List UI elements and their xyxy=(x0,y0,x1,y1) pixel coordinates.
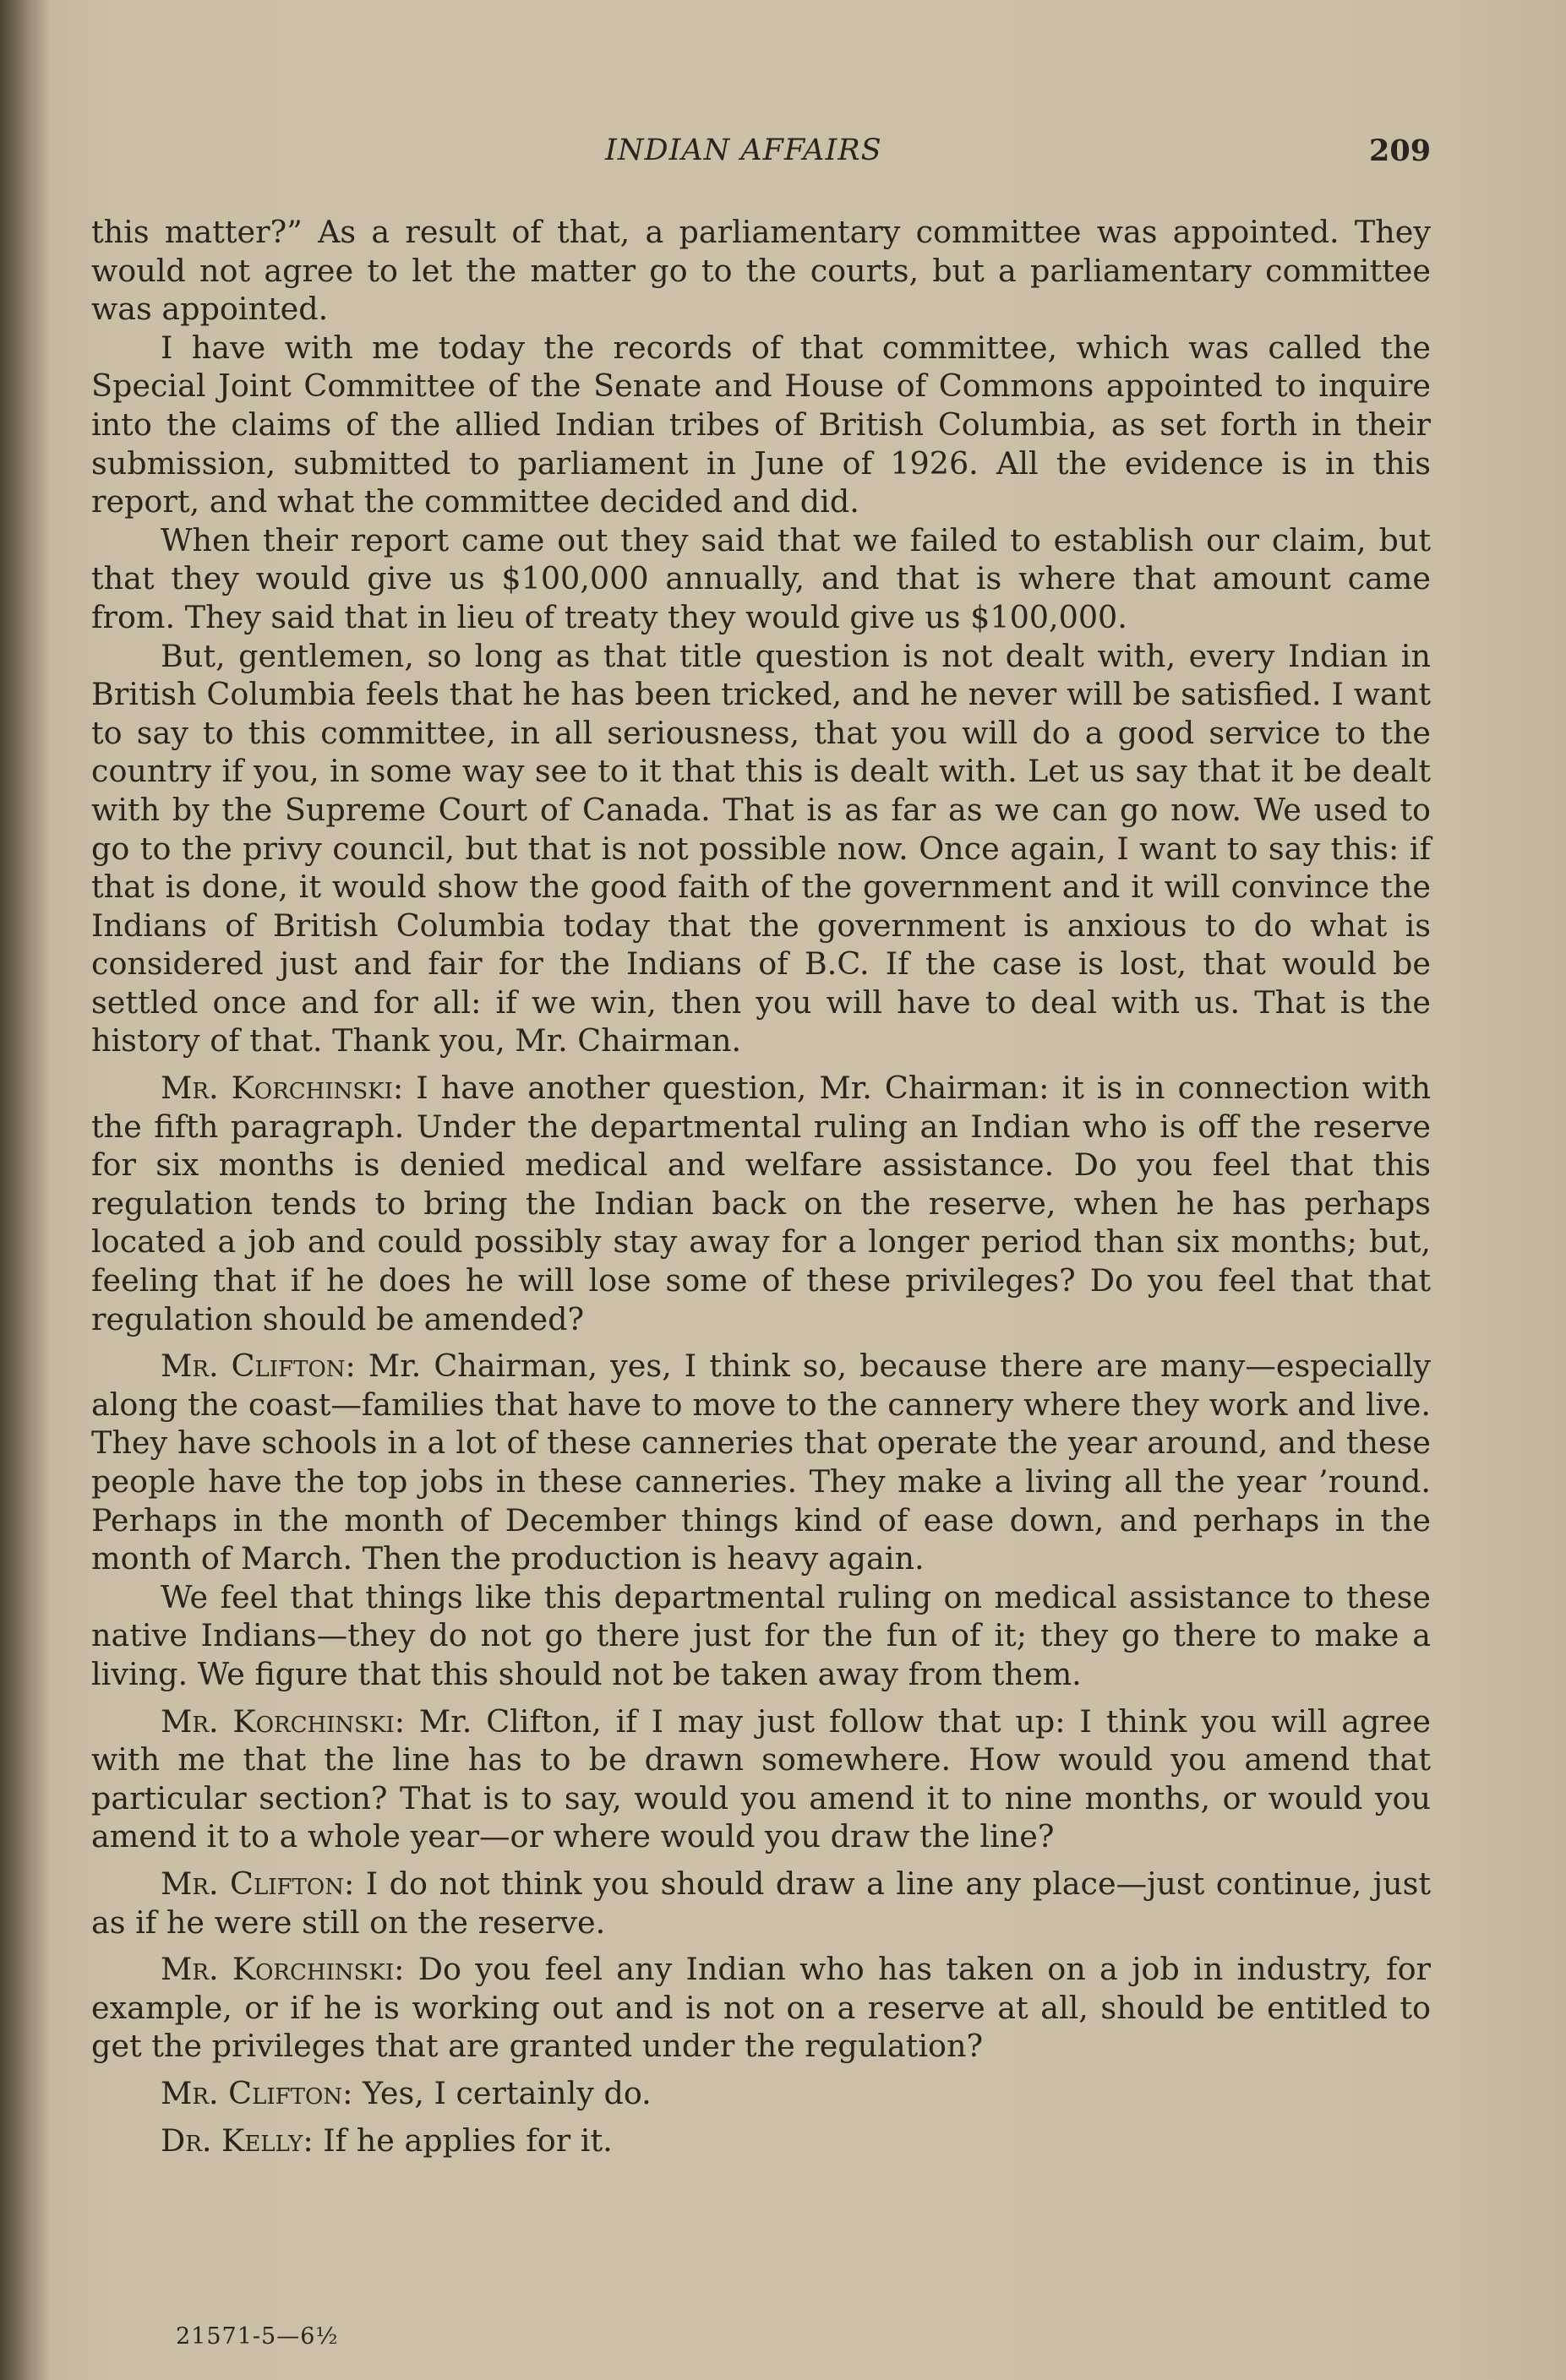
paragraph-text: Yes, I certainly do. xyxy=(362,2074,652,2111)
paragraph-text: But, gentlemen, so long as that title question is not dealt with, every Indian in British Columbia feels that he has been tricked, and he never will be satisfied. I want to say to this committee, in all seriousness, that you will do a good service to the country if you, in some way see to it that this is dealt with. Let us say that it be dealt with by the Supreme Court of Canada. That is as far as we can go now. We used to go to the privy council, but that is not possible now. Once again, I want to say this: if that is done, it would show the good faith of the government and it will convince the Indians of British Columbia today that the government is anxious to do what is considered just and fair for the Indians of B.C. If the case is lost, that would be settled once and for all: if we win, then you will have to deal with us. That is the history of that. Thank you, Mr. Chairman. xyxy=(91,637,1431,1059)
running-title: INDIAN AFFAIRS xyxy=(605,133,882,167)
speaker-name: Mr. Clifton: xyxy=(161,1865,355,1902)
running-head xyxy=(0,133,1566,176)
paragraph xyxy=(91,521,1431,637)
paragraph xyxy=(91,2074,1431,2113)
paragraph xyxy=(91,1950,1431,2066)
paragraph xyxy=(91,2121,1431,2160)
spine-shadow xyxy=(0,0,51,2380)
body-text xyxy=(91,213,1431,2159)
paragraph-text: I have with me today the records of that committee, which was called the Special Joint Committee of the Senate and House of Commons appointed to inquire into the claims of the allied Indian tribes of British Columbia, as set forth in their submission, submitted to parliament in June of 1926. All the evidence is in this report, and what the committee decided and did. xyxy=(91,329,1431,520)
paragraph xyxy=(91,1865,1431,1942)
paragraph xyxy=(91,329,1431,521)
paragraph-text: I have another question, Mr. Chairman: it is in connection with the fifth paragraph. Under the departmental ruling an Indian who is off the reserve for six months is denied medical and welfare assistance. Do you feel that this regulation tends to bring the Indian back on the reserve, when he has perhaps located a job and could possibly stay away for a longer period than six months; but, feeling that if he does he will lose some of these privileges? Do you feel that that regulation should be amended? xyxy=(91,1070,1431,1337)
speaker-name: Mr. Clifton: xyxy=(161,2074,353,2111)
paragraph-text: Do you feel any Indian who has taken on a job in industry, for example, or if he is working out and is not on a reserve at all, should be entitled to get the privileges that are granted under the regulation? xyxy=(91,1951,1431,2065)
paragraph xyxy=(91,1702,1431,1856)
paragraph-text: Mr. Chairman, yes, I think so, because there are many—especially along the coast—families that have to move to the cannery where they work and live. They have schools in a lot of these canneries that operate the year around, and these people have the top jobs in these canneries. They make a living all the year ’round. Perhaps in the month of December things kind of ease down, and perhaps in the month of March. Then the production is heavy again. xyxy=(91,1348,1431,1577)
paragraph-text: When their report came out they said that we failed to establish our claim, but that they would give us $100,000 annually, and that is where that amount came from. They said that in lieu of treaty they would give us $100,000. xyxy=(91,521,1431,635)
page-number: 209 xyxy=(1369,133,1432,168)
paragraph xyxy=(91,1347,1431,1578)
paragraph xyxy=(91,213,1431,329)
speaker-name: Mr. Korchinski: xyxy=(161,1070,404,1107)
paragraph-text: If he applies for it. xyxy=(323,2121,613,2159)
paragraph-text: Mr. Clifton, if I may just follow that up: I think you will agree with me that the line has to be drawn somewhere. How would you amend that particular section? That is to say, would you amend it to nine months, or would you amend it to a whole year—or where would you draw the line? xyxy=(91,1702,1431,1855)
speaker-name: Mr. Korchinski: xyxy=(161,1951,405,1988)
paragraph-text: I do not think you should draw a line any place—just continue, just as if he were still on the reserve. xyxy=(91,1865,1431,1941)
paragraph-text: We feel that things like this departmental ruling on medical assistance to these native Indians—they do not go there just for the fun of it; they go there to make a living. We figure that this should not be taken away from them. xyxy=(91,1578,1431,1692)
printer-signature: 21571-5—6½ xyxy=(176,2323,339,2350)
speaker-name: Dr. Kelly: xyxy=(161,2121,314,2159)
speaker-name: Mr. Korchinski: xyxy=(161,1702,405,1740)
paragraph xyxy=(91,1069,1431,1338)
paragraph-text: this matter?” As a result of that, a parliamentary committee was appointed. They would not agree to let the matter go to the courts, but a parliamentary committee was appointed. xyxy=(91,214,1431,328)
paragraph xyxy=(91,637,1431,1061)
paragraph xyxy=(91,1578,1431,1694)
speaker-name: Mr. Clifton: xyxy=(161,1348,356,1385)
